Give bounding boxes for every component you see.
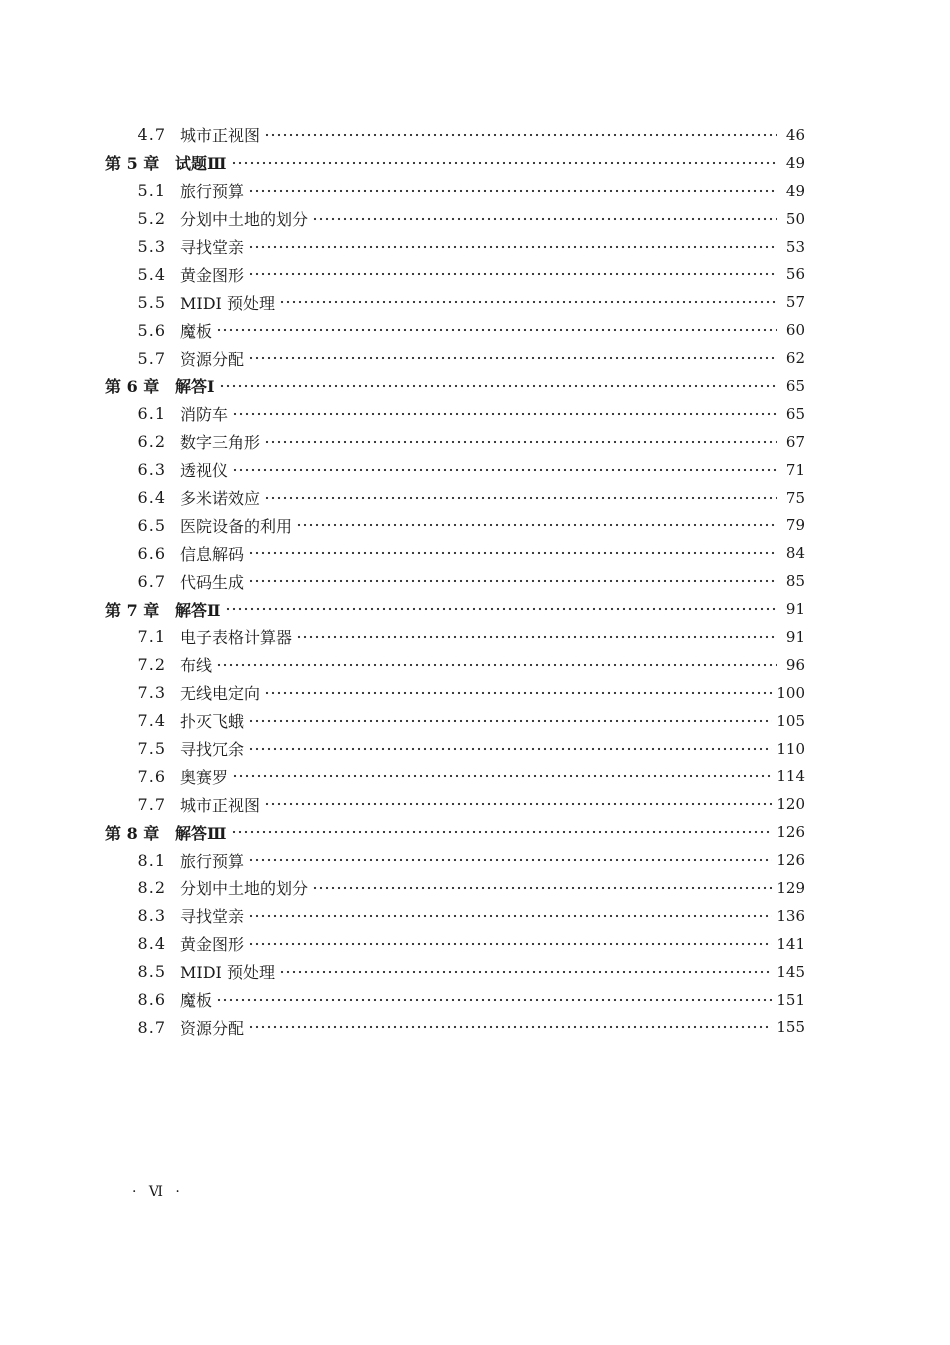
- toc-section-entry[interactable]: [100, 930, 805, 958]
- toc-entry-page: 126: [776, 823, 805, 842]
- toc-chapter-entry[interactable]: [100, 149, 805, 177]
- toc-dot-leader: [296, 517, 777, 533]
- toc-dot-leader: [248, 908, 772, 924]
- toc-dot-leader: [248, 350, 777, 366]
- toc-dot-leader: [248, 1019, 772, 1035]
- toc-entry-page: 85: [785, 572, 805, 591]
- toc-entry-number: 5.3: [137, 237, 166, 256]
- toc-entry-page: 71: [785, 460, 805, 479]
- toc-entry-title: 消防车: [180, 405, 229, 425]
- toc-dot-leader: [279, 294, 777, 310]
- toc-entry-title: 多米诺效应: [180, 489, 261, 509]
- toc-entry-number: 7.6: [137, 766, 166, 786]
- toc-entry-page: 67: [785, 432, 805, 451]
- toc-entry-title: 魔板: [180, 321, 213, 341]
- toc-entry-title: 寻找堂亲: [180, 907, 245, 927]
- toc-entry-title: 解答Ⅰ: [175, 377, 215, 397]
- toc-chapter-entry[interactable]: [100, 595, 805, 623]
- toc-entry-number: 8.4: [137, 934, 166, 954]
- table-of-contents: [100, 121, 805, 1041]
- toc-entry-number: 8.2: [137, 878, 166, 898]
- toc-section-entry[interactable]: [100, 205, 805, 233]
- page-number-footer: [132, 1184, 184, 1200]
- toc-section-entry[interactable]: [100, 762, 805, 790]
- toc-dot-leader: [248, 852, 772, 868]
- toc-dot-leader: [264, 685, 772, 701]
- toc-entry-page: 100: [776, 683, 805, 702]
- toc-entry-number: 第 5 章: [105, 154, 160, 174]
- toc-entry-title: 资源分配: [180, 1018, 245, 1038]
- toc-chapter-entry[interactable]: [100, 818, 805, 846]
- toc-dot-leader: [248, 741, 772, 757]
- toc-entry-number: 7.7: [137, 794, 166, 814]
- toc-entry-page: 129: [776, 878, 805, 897]
- toc-section-entry[interactable]: [100, 902, 805, 930]
- toc-section-entry[interactable]: [100, 177, 805, 205]
- toc-dot-leader: [232, 768, 772, 784]
- toc-chapter-entry[interactable]: [100, 372, 805, 400]
- toc-entry-page: 136: [776, 906, 805, 925]
- toc-entry-title: 魔板: [180, 991, 213, 1011]
- toc-entry-page: 75: [785, 488, 805, 507]
- toc-dot-leader: [216, 657, 777, 673]
- toc-entry-number: 4.7: [137, 125, 166, 145]
- toc-section-entry[interactable]: [100, 539, 805, 567]
- toc-entry-number: 7.4: [137, 711, 166, 731]
- toc-section-entry[interactable]: [100, 1014, 805, 1042]
- toc-entry-page: 79: [785, 516, 805, 535]
- toc-entry-number: 5.1: [137, 181, 166, 201]
- toc-dot-leader: [216, 992, 772, 1008]
- toc-entry-number: 5.7: [137, 348, 166, 368]
- toc-entry-title: 城市正视图: [180, 795, 261, 815]
- toc-dot-leader: [279, 964, 772, 980]
- toc-dot-leader: [248, 713, 772, 729]
- toc-entry-title: 黄金图形: [180, 935, 245, 955]
- toc-section-entry[interactable]: [100, 790, 805, 818]
- toc-entry-title: 奥赛罗: [180, 767, 229, 787]
- toc-section-entry[interactable]: [100, 511, 805, 539]
- toc-entry-number: 6.3: [137, 460, 166, 480]
- toc-entry-number: 6.5: [137, 515, 166, 535]
- toc-entry-page: 49: [785, 153, 805, 172]
- toc-entry-page: 65: [785, 376, 805, 395]
- toc-dot-leader: [232, 406, 777, 422]
- toc-entry-title: 扑灭飞蛾: [180, 712, 245, 732]
- toc-entry-number: 5.2: [137, 209, 166, 229]
- toc-entry-page: 145: [776, 962, 805, 981]
- toc-dot-leader: [248, 545, 777, 561]
- toc-entry-title: 资源分配: [180, 349, 245, 369]
- toc-entry-title: 代码生成: [180, 572, 245, 592]
- toc-entry-page: 65: [785, 404, 805, 423]
- toc-dot-leader: [231, 824, 773, 840]
- toc-entry-title: 解答Ⅲ: [175, 823, 227, 843]
- toc-entry-number: 6.1: [137, 404, 166, 424]
- toc-entry-number: 6.2: [137, 432, 166, 452]
- toc-entry-title: 分划中土地的划分: [180, 210, 309, 230]
- toc-section-entry[interactable]: [100, 958, 805, 986]
- toc-entry-title: 寻找堂亲: [180, 238, 245, 257]
- toc-entry-title: 无线电定向: [180, 684, 261, 704]
- toc-dot-leader: [264, 796, 772, 812]
- toc-entry-title: 医院设备的利用: [180, 516, 293, 536]
- toc-entry-number: 7.2: [137, 655, 166, 675]
- toc-section-entry[interactable]: [100, 428, 805, 456]
- toc-dot-leader: [248, 266, 777, 282]
- toc-dot-leader: [248, 183, 777, 199]
- toc-entry-number: 第 8 章: [105, 823, 160, 843]
- toc-entry-number: 8.3: [137, 906, 166, 926]
- toc-entry-title: MIDI 预处理: [180, 293, 275, 313]
- toc-section-entry[interactable]: [100, 846, 805, 874]
- toc-entry-title: 透视仪: [180, 461, 229, 481]
- toc-section-entry[interactable]: [100, 121, 805, 149]
- toc-entry-number: 6.4: [137, 488, 166, 508]
- toc-entry-title: 解答Ⅱ: [175, 600, 221, 620]
- toc-entry-number: 7.5: [137, 739, 166, 759]
- toc-section-entry[interactable]: [100, 651, 805, 679]
- toc-dot-leader: [216, 322, 777, 338]
- toc-dot-leader: [231, 155, 778, 171]
- toc-entry-title: 旅行预算: [180, 182, 245, 202]
- toc-section-entry[interactable]: [100, 679, 805, 707]
- footer-page-label: · Ⅵ ·: [132, 1184, 184, 1200]
- toc-section-entry[interactable]: [100, 288, 805, 316]
- toc-entry-title: 黄金图形: [180, 265, 245, 285]
- toc-dot-leader: [264, 490, 777, 506]
- toc-entry-title: MIDI 预处理: [180, 963, 275, 983]
- toc-entry-number: 第 6 章: [105, 377, 160, 397]
- toc-entry-page: 53: [785, 237, 805, 256]
- toc-entry-page: 114: [776, 767, 805, 786]
- toc-dot-leader: [248, 573, 777, 589]
- toc-section-entry[interactable]: [100, 260, 805, 288]
- toc-entry-page: 96: [785, 655, 805, 674]
- toc-entry-title: 信息解码: [180, 544, 245, 564]
- toc-section-entry[interactable]: [100, 874, 805, 902]
- toc-entry-page: 151: [776, 990, 805, 1009]
- toc-dot-leader: [296, 629, 777, 645]
- toc-dot-leader: [225, 601, 778, 617]
- toc-entry-number: 5.4: [137, 264, 166, 284]
- toc-section-entry[interactable]: [100, 484, 805, 512]
- toc-dot-leader: [312, 211, 777, 227]
- toc-entry-number: 8.7: [137, 1017, 166, 1037]
- toc-entry-page: 110: [776, 739, 805, 758]
- toc-dot-leader: [232, 462, 777, 478]
- toc-entry-number: 6.7: [137, 571, 166, 591]
- toc-section-entry[interactable]: [100, 623, 805, 651]
- toc-entry-page: 57: [785, 293, 805, 312]
- toc-entry-page: 91: [785, 600, 805, 619]
- toc-entry-page: 62: [785, 349, 805, 368]
- toc-section-entry[interactable]: [100, 707, 805, 735]
- toc-entry-title: 布线: [180, 656, 213, 676]
- toc-entry-page: 120: [776, 795, 805, 814]
- toc-entry-page: 105: [776, 711, 805, 730]
- toc-entry-number: 8.5: [137, 962, 166, 982]
- toc-entry-page: 46: [785, 125, 805, 144]
- toc-entry-number: 8.6: [137, 990, 166, 1010]
- toc-entry-title: 试题Ⅲ: [175, 154, 227, 174]
- toc-section-entry[interactable]: [100, 986, 805, 1014]
- toc-dot-leader: [219, 378, 778, 394]
- toc-entry-number: 6.6: [137, 543, 166, 563]
- toc-section-entry[interactable]: [100, 344, 805, 372]
- toc-entry-page: 84: [785, 544, 805, 563]
- toc-entry-page: 50: [785, 209, 805, 228]
- toc-section-entry[interactable]: [100, 233, 805, 261]
- toc-entry-title: 分划中土地的划分: [180, 879, 309, 899]
- toc-entry-number: 7.1: [137, 627, 166, 647]
- toc-entry-page: 60: [785, 321, 805, 340]
- toc-entry-page: 91: [785, 627, 805, 646]
- toc-section-entry[interactable]: [100, 735, 805, 763]
- toc-entry-page: 49: [785, 181, 805, 200]
- toc-entry-number: 5.5: [137, 292, 166, 312]
- toc-section-entry[interactable]: [100, 567, 805, 595]
- toc-dot-leader: [312, 880, 772, 896]
- toc-entry-number: 7.3: [137, 683, 166, 703]
- toc-entry-number: 5.6: [137, 320, 166, 340]
- toc-entry-number: 第 7 章: [105, 600, 160, 620]
- toc-entry-number: 8.1: [137, 850, 166, 870]
- toc-dot-leader: [248, 239, 777, 255]
- toc-entry-page: 141: [776, 934, 805, 953]
- toc-section-entry[interactable]: [100, 456, 805, 484]
- toc-section-entry[interactable]: [100, 400, 805, 428]
- toc-dot-leader: [264, 434, 777, 450]
- toc-entry-page: 126: [776, 851, 805, 870]
- toc-section-entry[interactable]: [100, 316, 805, 344]
- toc-entry-title: 数字三角形: [180, 433, 261, 453]
- toc-entry-page: 56: [785, 265, 805, 284]
- toc-entry-title: 寻找冗余: [180, 740, 245, 760]
- toc-entry-title: 旅行预算: [180, 851, 245, 871]
- toc-entry-page: 155: [776, 1018, 805, 1037]
- toc-dot-leader: [248, 936, 772, 952]
- toc-entry-title: 城市正视图: [180, 126, 261, 146]
- toc-dot-leader: [264, 127, 777, 143]
- toc-entry-title: 电子表格计算器: [180, 628, 293, 648]
